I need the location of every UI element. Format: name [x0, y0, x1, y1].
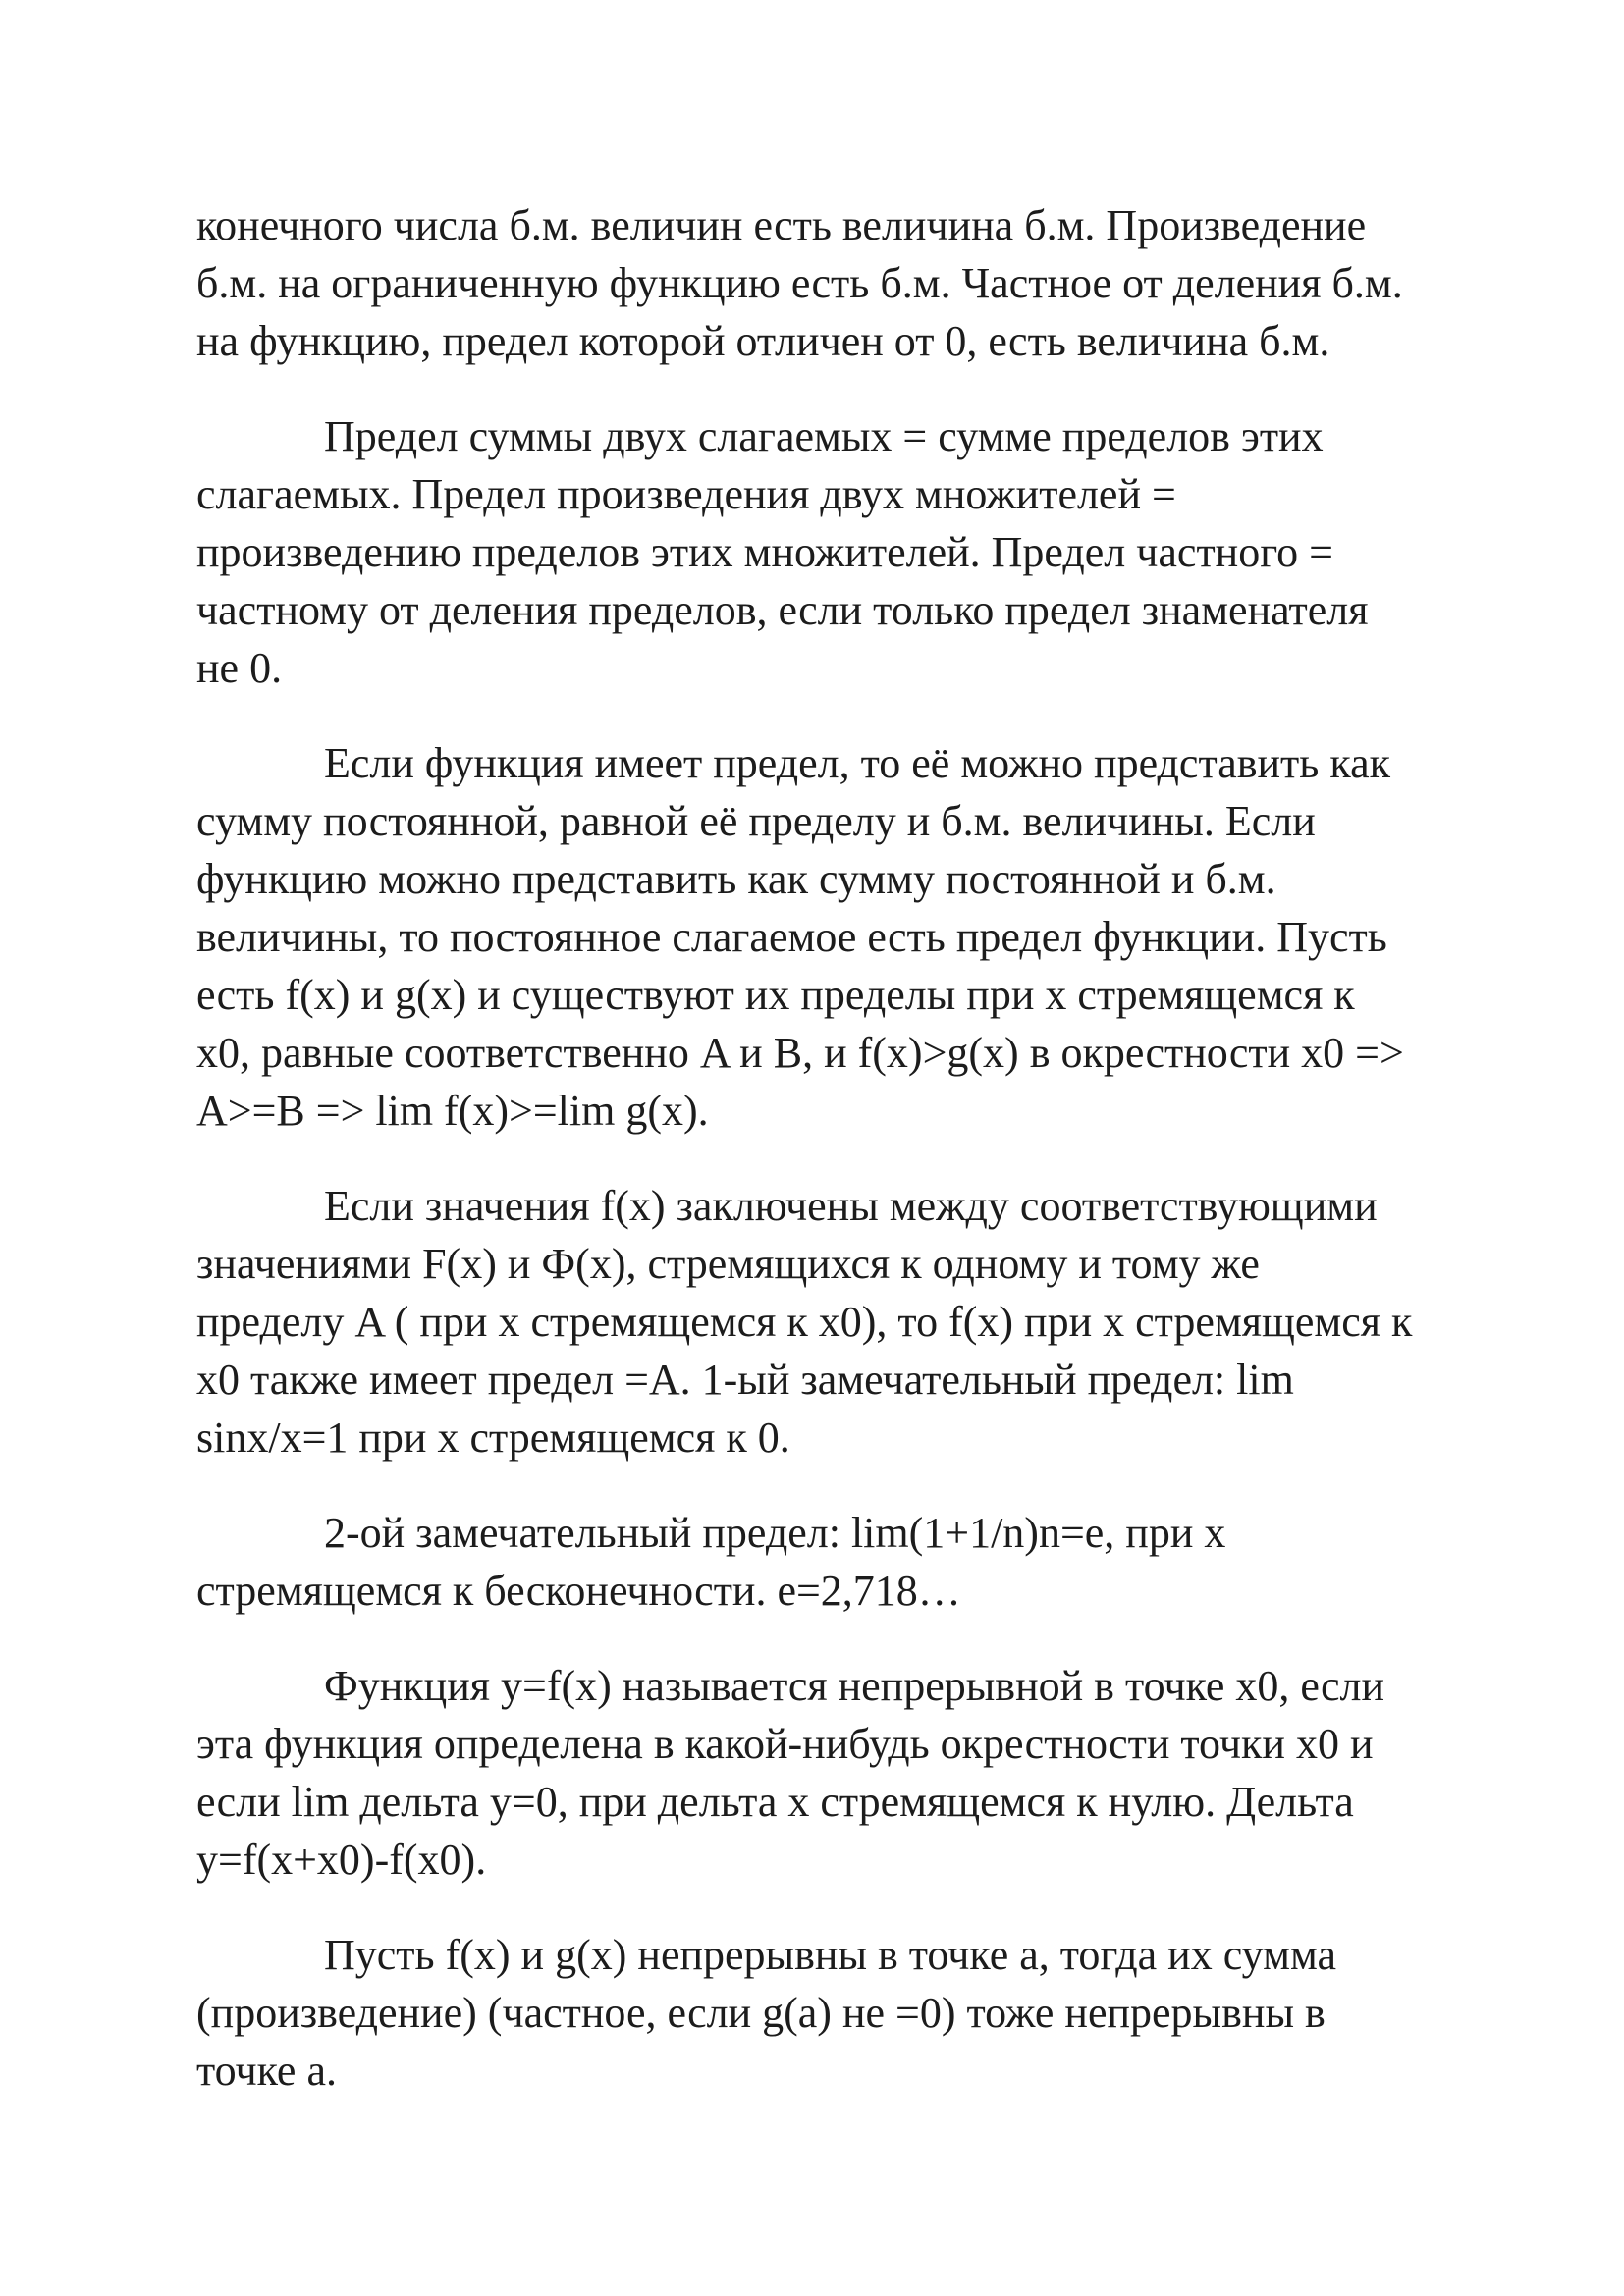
paragraph-3: [196, 734, 1463, 1140]
text-line: стремящемся к бесконечности. e=2,718…: [196, 1567, 961, 1615]
paragraph-2: [196, 407, 1463, 697]
text-line: y=f(x+x0)-f(x0).: [196, 1836, 487, 1884]
paragraph-5: [196, 1504, 1463, 1620]
text-line: x0 также имеет предел =A. 1-ый замечательный предел: lim: [196, 1356, 1294, 1404]
paragraph-4: [196, 1177, 1463, 1467]
text-line: пределу A ( при x стремящемся к x0), то f(x) при x стремящемся к: [196, 1298, 1413, 1346]
text-line: слагаемых. Предел произведения двух множителей =: [196, 470, 1176, 518]
text-line: конечного числа б.м. величин есть величина б.м. Произведение: [196, 201, 1367, 249]
paragraph-7: [196, 1926, 1463, 2100]
text-line: 2-ой замечательный предел: lim(1+1/n)n=e, при x: [324, 1509, 1226, 1557]
text-line: если lim дельта y=0, при дельта x стремящемся к нулю. Дельта: [196, 1778, 1354, 1826]
text-line: эта функция определена в какой-нибудь окрестности точки x0 и: [196, 1720, 1374, 1768]
text-line: точке a.: [196, 2047, 337, 2095]
text-line: значениями F(x) и Ф(x), стремящихся к одному и тому же: [196, 1240, 1260, 1288]
text-line: б.м. на ограниченную функцию есть б.м. Частное от деления б.м.: [196, 259, 1403, 307]
text-line: Пусть f(x) и g(x) непрерывны в точке a, тогда их сумма: [324, 1931, 1337, 1979]
text-line: Предел суммы двух слагаемых = сумме пределов этих: [324, 412, 1324, 460]
text-line: величины, то постоянное слагаемое есть предел функции. Пусть: [196, 913, 1387, 961]
document-body: [196, 196, 1463, 2137]
text-line: sinx/x=1 при x стремящемся к 0.: [196, 1414, 790, 1462]
text-line: Функция y=f(x) называется непрерывной в точке x0, если: [324, 1662, 1385, 1710]
text-line: A>=B => lim f(x)>=lim g(x).: [196, 1087, 709, 1135]
text-line: на функцию, предел которой отличен от 0, есть величина б.м.: [196, 317, 1330, 365]
text-line: есть f(x) и g(x) и существуют их пределы при x стремящемся к: [196, 971, 1355, 1019]
paragraph-6: [196, 1657, 1463, 1889]
text-line: не 0.: [196, 644, 283, 692]
text-line: x0, равные соответственно A и B, и f(x)>g(x) в окрестности x0 =>: [196, 1029, 1404, 1077]
text-line: (произведение) (частное, если g(a) не =0) тоже непрерывны в: [196, 1989, 1326, 2037]
text-line: частному от деления пределов, если только предел знаменателя: [196, 586, 1369, 634]
text-line: Если функция имеет предел, то её можно представить как: [324, 739, 1390, 787]
text-line: функцию можно представить как сумму постоянной и б.м.: [196, 855, 1276, 903]
text-line: произведению пределов этих множителей. Предел частного =: [196, 528, 1333, 576]
text-line: Если значения f(x) заключены между соответствующими: [324, 1182, 1378, 1230]
text-line: сумму постоянной, равной её пределу и б.м. величины. Если: [196, 797, 1316, 845]
paragraph-1: [196, 196, 1463, 370]
